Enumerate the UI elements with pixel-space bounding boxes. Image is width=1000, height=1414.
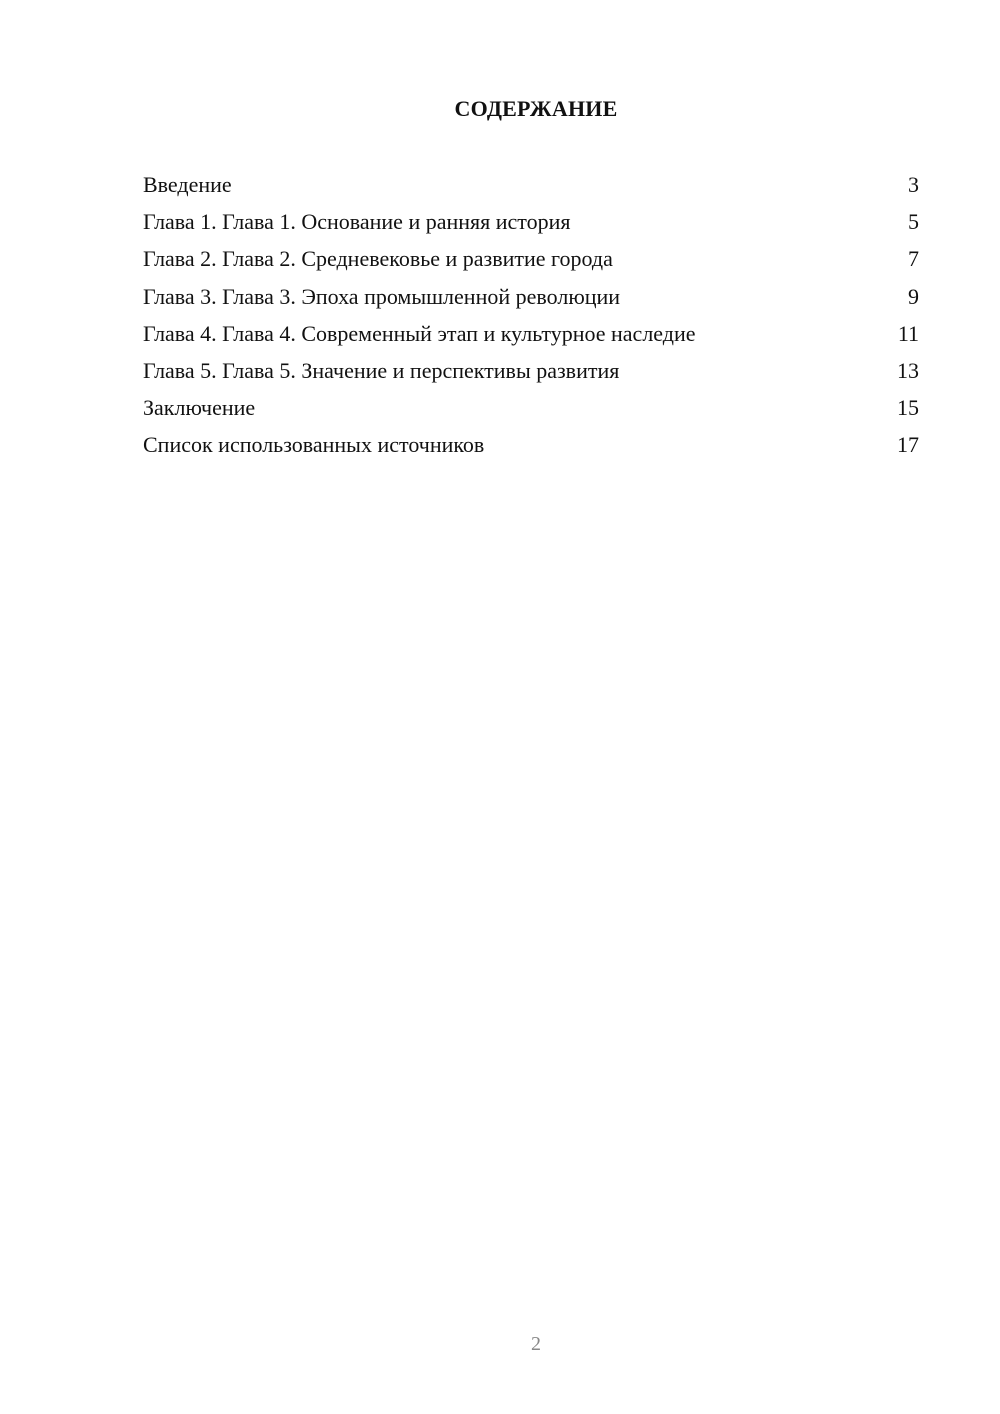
toc-entry-title: Глава 1. Глава 1. Основание и ранняя история [143,209,571,235]
toc-entry-page: 7 [908,246,919,272]
toc-entry-title: Глава 2. Глава 2. Средневековье и развитие города [143,246,613,272]
toc-entry-title: Введение [143,172,232,197]
toc-row [143,393,919,430]
toc-entry-title: Глава 3. Глава 3. Эпоха промышленной революции [143,283,621,309]
toc-entry-page: 13 [897,357,919,383]
toc-entry-title: Заключение [143,395,256,421]
toc-row [143,356,919,393]
toc-entry-page: 15 [897,395,919,421]
toc-row [143,430,919,467]
toc-entry-page: 5 [908,209,919,235]
toc-entry-title: Глава 4. Глава 4. Современный этап и культурное наследие [143,320,696,346]
toc-row [143,282,919,319]
toc-row [143,319,919,356]
toc-row [143,244,919,281]
toc-entry-page: 9 [908,283,919,309]
toc-row [143,170,919,207]
page-title: СОДЕРЖАНИЕ [454,96,618,121]
toc-row [143,207,919,244]
table-of-contents [143,170,919,468]
page-number: 2 [531,1333,541,1355]
toc-entry-page: 11 [897,320,919,346]
toc-entry-page: 17 [897,432,919,458]
toc-entry-title: Список использованных источников [143,432,485,458]
toc-entry-title: Глава 5. Глава 5. Значение и перспективы развития [143,357,620,383]
toc-entry-page: 3 [908,172,919,197]
